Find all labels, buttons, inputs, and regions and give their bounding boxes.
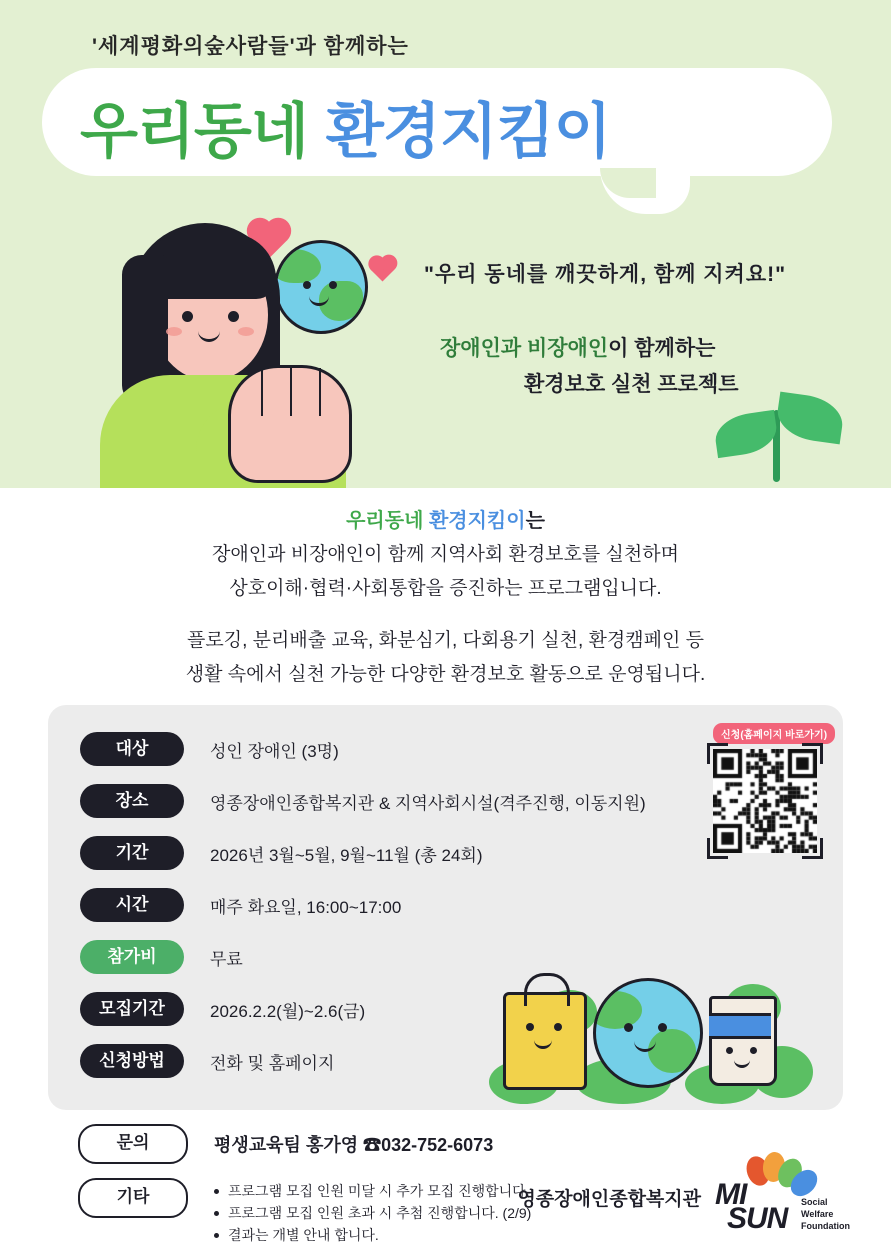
- hero-banner: [0, 0, 891, 488]
- info-row-value: 무료: [210, 949, 243, 969]
- page-title-part1: 우리동네: [80, 98, 308, 165]
- info-row-label: 참가비: [80, 940, 184, 974]
- description-headline-tail: 는: [525, 510, 545, 532]
- info-row: [80, 723, 780, 775]
- hero-subtitle-line1: [440, 332, 715, 362]
- logo-text-mi: MI: [715, 1178, 747, 1211]
- footer: [0, 1118, 891, 1260]
- info-row-value: 2026년 3월~5월, 9월~11월 (총 24회): [210, 845, 483, 865]
- organization-name: 영종장애인종합복지관: [517, 1189, 701, 1210]
- info-row-label: 장소: [80, 784, 184, 818]
- globe-character-icon: [593, 978, 703, 1088]
- description-line-2: 상호이해·협력·사회통합을 증진하는 프로그램입니다.: [229, 578, 662, 599]
- logo-foundation-line1: Social Welfare: [801, 1197, 834, 1219]
- hand-icon: [228, 365, 352, 483]
- logo-text-sun: SUN: [727, 1202, 788, 1235]
- info-row: [80, 879, 780, 931]
- sprout-icon: [715, 392, 845, 482]
- description-headline-green: 우리동네: [346, 510, 424, 532]
- program-info-card: [48, 705, 843, 1110]
- info-row-value: 영종장애인종합복지관 & 지역사회시설(격주진행, 이동지원): [210, 793, 646, 813]
- info-row-label: 신청방법: [80, 1044, 184, 1078]
- description-line-4: 생활 속에서 실천 가능한 다양한 환경보호 활동으로 운영됩니다.: [185, 664, 706, 685]
- reusable-cup-icon: [709, 996, 777, 1086]
- hero-subtitle-line2: 환경보호 실천 프로젝트: [524, 373, 739, 396]
- info-row-label: 대상: [80, 732, 184, 766]
- contact-value: 평생교육팀 홍가영 ☎032-752-6073: [214, 1135, 494, 1155]
- info-row-value: 전화 및 홈페이지: [210, 1053, 335, 1073]
- heart-small-icon: [370, 257, 394, 281]
- hero-subtitle-highlight: 장애인과 비장애인: [440, 337, 609, 360]
- etc-label: 기타: [78, 1178, 188, 1218]
- eco-items-illustration: [489, 944, 819, 1104]
- logo-text-foundation: [801, 1196, 855, 1232]
- description-line-1: 장애인과 비장애인이 함께 지역사회 환경보호를 실천하며: [212, 544, 679, 565]
- info-row-label: 시간: [80, 888, 184, 922]
- contact-label: 문의: [78, 1124, 188, 1164]
- qr-label: 신청(홈페이지 바로가기): [713, 723, 835, 744]
- hero-quote: "우리 동네를 깨끗하게, 함께 지켜요!": [424, 263, 787, 286]
- info-row-value: 성인 장애인 (3명): [210, 741, 339, 761]
- qr-application-block[interactable]: [713, 723, 828, 853]
- description-headline: [0, 488, 891, 538]
- description-headline-blue: 환경지킴이: [428, 510, 526, 532]
- misun-foundation-logo: [705, 1160, 855, 1235]
- person-earth-illustration: [78, 215, 388, 488]
- hero-subtitle-rest: 이 함께하는: [608, 337, 716, 360]
- description-line-3: 플로깅, 분리배출 교육, 화분심기, 다회용기 실천, 환경캠페인 등: [187, 630, 704, 651]
- etc-note-list: [214, 1180, 531, 1246]
- shopping-bag-icon: [503, 992, 587, 1090]
- page-title-part2: 환경지킴이: [325, 98, 611, 165]
- page-title: [80, 84, 611, 170]
- info-row-label: 기간: [80, 836, 184, 870]
- info-row: [80, 827, 780, 879]
- logo-foundation-line2: Foundation: [801, 1221, 850, 1231]
- info-row-value: 2026.2.2(월)~2.6(금): [210, 1001, 366, 1021]
- program-description: [0, 488, 891, 692]
- speech-bubble-tail: [600, 168, 690, 214]
- etc-note-item: 프로그램 모집 인원 미달 시 추가 모집 진행합니다.: [214, 1180, 531, 1202]
- etc-note-item: 결과는 개별 안내 합니다.: [214, 1224, 531, 1246]
- info-row: [80, 775, 780, 827]
- info-row-value: 매주 화요일, 16:00~17:00: [210, 897, 402, 917]
- info-row-label: 모집기간: [80, 992, 184, 1026]
- qr-code[interactable]: [713, 749, 817, 853]
- etc-note-item: 프로그램 모집 인원 초과 시 추첨 진행합니다. (2/9): [214, 1202, 531, 1224]
- earth-character-icon: [274, 240, 368, 334]
- hero-kicker: '세계평화의숲사람들'과 함께하는: [92, 35, 409, 58]
